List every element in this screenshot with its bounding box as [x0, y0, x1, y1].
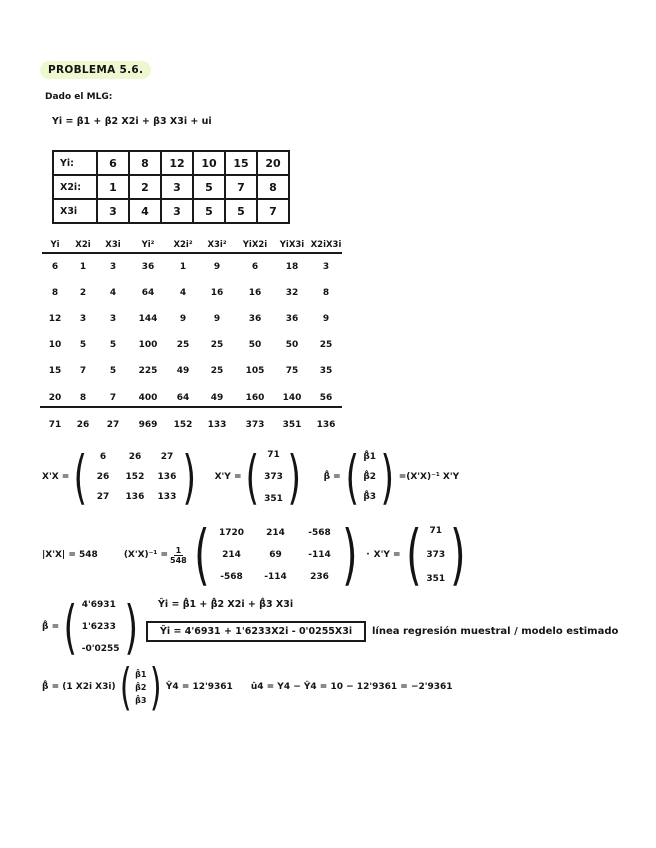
fitted-note: línea regresión muestral / modelo estimado — [372, 626, 619, 637]
calc-col-header: X2i — [75, 240, 91, 250]
calc-cell: 9 — [179, 314, 187, 324]
calc-cell: 3 — [79, 314, 87, 324]
matrix-cell: 26 — [128, 452, 142, 462]
beta-result-label: β̂ = — [42, 622, 60, 632]
calc-col-header: YiX2i — [242, 240, 268, 250]
right-paren: ) — [380, 443, 395, 511]
calc-col-header: YiX3i — [279, 240, 305, 250]
data-grid — [52, 150, 290, 224]
calc-cell: 25 — [210, 340, 224, 350]
grid-cell: 15 — [225, 151, 257, 175]
calc-cell: 20 — [48, 393, 62, 403]
calc-cell: 32 — [285, 288, 299, 298]
vector-cell: 4'6931 — [81, 600, 116, 610]
calc-total: 133 — [207, 420, 227, 430]
calc-cell: 8 — [322, 288, 330, 298]
calc-cell: 400 — [138, 393, 158, 403]
calc-cell: 10 — [48, 340, 62, 350]
right-paren: ) — [287, 443, 302, 511]
calc-header — [42, 240, 342, 254]
grid-label: X2i: — [53, 175, 97, 199]
calc-cell: 49 — [176, 366, 190, 376]
xtx-matrix — [69, 443, 200, 511]
calc-total: 351 — [282, 420, 302, 430]
calc-cell: 9 — [213, 314, 221, 324]
inverse-fraction — [170, 546, 187, 565]
calc-col-header: X2iX3i — [310, 240, 342, 250]
fraction-denominator: 548 — [170, 555, 187, 565]
prediction-lhs: β̂ = (1 X2i X3i) — [42, 682, 116, 692]
calc-row — [42, 306, 342, 332]
calc-total: 136 — [316, 420, 336, 430]
calc-row — [42, 280, 342, 306]
inverse-equations — [42, 516, 471, 593]
xtx-label: X'X = — [42, 472, 70, 482]
matrix-cell: 136 — [157, 472, 177, 482]
calc-cell: 12 — [48, 314, 62, 324]
vector-cell: 373 — [264, 472, 283, 482]
matrix-cell: 136 — [125, 492, 145, 502]
calc-cell: 49 — [210, 393, 224, 403]
grid-cell: 7 — [257, 199, 289, 223]
beta-formula: =(X'X)⁻¹ X'Y — [398, 472, 460, 482]
multiply-dot: · — [366, 550, 370, 560]
vector-cell: 71 — [267, 450, 280, 460]
matrix-cell: 6 — [99, 452, 107, 462]
calc-cell: 140 — [282, 393, 302, 403]
calc-table — [42, 240, 342, 438]
calc-cell: 7 — [79, 366, 87, 376]
vector-cell: 351 — [426, 574, 446, 584]
vector-cell: β̂3 — [135, 695, 147, 705]
vector-cell: β̂2 — [363, 472, 377, 482]
calc-cell: 4 — [109, 288, 117, 298]
calc-cell: 100 — [138, 340, 158, 350]
vector-cell: 71 — [429, 526, 442, 536]
calc-cell: 36 — [141, 262, 155, 272]
grid-cell: 5 — [225, 199, 257, 223]
calc-cell: 8 — [51, 288, 59, 298]
fitted-boxed-equation: Ŷi = 4'6931 + 1'6233X2i - 0'0255X3i — [146, 621, 366, 642]
grid-cell: 3 — [161, 175, 193, 199]
calc-cell: 144 — [138, 314, 158, 324]
left-paren: ( — [246, 443, 260, 511]
left-paren: ( — [73, 443, 88, 511]
calc-cell: 25 — [210, 366, 224, 376]
prediction-yhat: Ŷ4 = 12'9361 — [165, 682, 233, 692]
vector-cell: β̂2 — [135, 682, 147, 692]
grid-cell: 3 — [161, 199, 193, 223]
calc-col-header: Yi² — [141, 240, 155, 250]
model-equation: Yi = β1 + β2 X2i + β3 X3i + ui — [52, 116, 212, 127]
calc-total: 27 — [106, 420, 120, 430]
grid-cell: 1 — [97, 175, 129, 199]
matrix-cell: 236 — [310, 572, 329, 582]
matrix-cell: 214 — [266, 528, 285, 538]
calc-cell: 8 — [79, 393, 87, 403]
fraction-numerator: 1 — [175, 545, 182, 555]
grid-cell: 3 — [97, 199, 129, 223]
grid-cell: 4 — [129, 199, 161, 223]
vector-cell: β̂1 — [363, 452, 377, 462]
right-paren: ) — [450, 516, 466, 593]
grid-cell: 20 — [257, 151, 289, 175]
matrix-cell: -568 — [220, 572, 243, 582]
calc-total: 969 — [138, 420, 158, 430]
calc-cell: 3 — [109, 262, 117, 272]
grid-cell: 8 — [129, 151, 161, 175]
calc-cell: 3 — [322, 262, 330, 272]
calc-cell: 36 — [285, 314, 299, 324]
calc-total: 152 — [173, 420, 193, 430]
fitted-general: Ŷi = β̂1 + β̂2 X2i + β̂3 X3i — [158, 599, 294, 610]
calc-row — [42, 254, 342, 280]
intro-text: Dado el MLG: — [45, 92, 113, 102]
calc-cell: 5 — [79, 340, 87, 350]
calc-cell: 6 — [51, 262, 59, 272]
calc-cell: 64 — [176, 393, 190, 403]
matrix-cell: 214 — [222, 550, 241, 560]
calc-cell: 5 — [109, 366, 117, 376]
xty-vector — [241, 443, 305, 511]
calc-cell: 35 — [319, 366, 333, 376]
grid-cell: 7 — [225, 175, 257, 199]
calc-cell: 16 — [210, 288, 224, 298]
grid-cell: 6 — [97, 151, 129, 175]
calc-totals-row — [42, 412, 342, 438]
calc-total: 373 — [245, 420, 265, 430]
calc-cell: 160 — [245, 393, 265, 403]
calc-cell: 6 — [251, 262, 259, 272]
beta-result — [42, 593, 142, 661]
calc-cell: 105 — [245, 366, 265, 376]
calc-total: 26 — [76, 420, 90, 430]
calc-cell: 9 — [213, 262, 221, 272]
right-paren: ) — [341, 516, 358, 593]
calc-row — [42, 358, 342, 384]
calc-cell: 50 — [248, 340, 262, 350]
matrix-cell: 26 — [96, 472, 110, 482]
matrix-cell: 152 — [125, 472, 145, 482]
matrix-cell: 27 — [96, 492, 110, 502]
calc-cell: 15 — [48, 366, 62, 376]
xty-vector — [401, 516, 471, 593]
calc-total: 71 — [48, 420, 62, 430]
calc-cell: 16 — [248, 288, 262, 298]
determinant: |X'X| = 548 — [42, 550, 98, 560]
inverse-label: (X'X)⁻¹ = — [123, 550, 169, 560]
prediction-line — [42, 658, 453, 716]
vector-cell: β̂1 — [135, 669, 147, 679]
left-paren: ( — [119, 658, 132, 716]
vector-cell: 351 — [264, 494, 283, 504]
matrix-cell: 27 — [160, 452, 174, 462]
vector-cell: -0'0255 — [81, 644, 120, 654]
grid-label: X3i — [53, 199, 97, 223]
grid-cell: 2 — [129, 175, 161, 199]
prediction-residual: û4 = Y4 − Ŷ4 = 10 − 12'9361 = −2'9361 — [250, 682, 453, 692]
grid-label: Yi: — [53, 151, 97, 175]
beta-vector — [341, 443, 399, 511]
calc-cell: 25 — [176, 340, 190, 350]
left-paren: ( — [63, 593, 78, 661]
beta-label: β̂ = — [323, 472, 341, 482]
matrix-equations — [42, 443, 460, 511]
xty-label: X'Y = — [214, 472, 242, 482]
grid-cell: 5 — [193, 199, 225, 223]
right-paren: ) — [182, 443, 197, 511]
calc-cell: 1 — [179, 262, 187, 272]
calc-col-header: Yi — [50, 240, 60, 250]
inverse-matrix — [189, 516, 363, 593]
vector-cell: β̂3 — [363, 492, 377, 502]
xty-label: X'Y = — [373, 550, 401, 560]
beta-result-vector — [59, 593, 142, 661]
calc-cell: 2 — [79, 288, 87, 298]
calc-cell: 36 — [248, 314, 262, 324]
grid-cell: 5 — [193, 175, 225, 199]
left-paren: ( — [345, 443, 359, 511]
grid-row-x2 — [53, 175, 289, 199]
right-paren: ) — [124, 593, 138, 661]
calc-cell: 64 — [141, 288, 155, 298]
grid-cell: 12 — [161, 151, 193, 175]
matrix-cell: 69 — [269, 550, 282, 560]
calc-col-header: X3i — [105, 240, 121, 250]
vector-cell: 373 — [426, 550, 446, 560]
matrix-cell: 1720 — [218, 528, 245, 538]
calc-row — [42, 332, 342, 358]
matrix-cell: -568 — [308, 528, 331, 538]
calc-cell: 9 — [322, 314, 330, 324]
calc-cell: 225 — [138, 366, 158, 376]
grid-row-x3 — [53, 199, 289, 223]
grid-cell: 8 — [257, 175, 289, 199]
calc-row — [40, 390, 342, 408]
calc-col-header: X3i² — [207, 240, 227, 250]
problem-title: PROBLEMA 5.6. — [40, 61, 151, 79]
calc-cell: 1 — [79, 262, 87, 272]
calc-cell: 7 — [109, 393, 117, 403]
calc-cell: 56 — [319, 393, 333, 403]
right-paren: ) — [150, 658, 163, 716]
vector-cell: 1'6233 — [81, 622, 116, 632]
calc-cell: 50 — [285, 340, 299, 350]
calc-cell: 18 — [285, 262, 299, 272]
calc-col-header: X2i² — [173, 240, 193, 250]
calc-cell: 75 — [285, 366, 299, 376]
matrix-cell: -114 — [308, 550, 331, 560]
left-paren: ( — [193, 516, 210, 593]
calc-cell: 5 — [109, 340, 117, 350]
grid-row-y — [53, 151, 289, 175]
left-paren: ( — [405, 516, 422, 593]
matrix-cell: 133 — [157, 492, 177, 502]
calc-cell: 3 — [109, 314, 117, 324]
calc-cell: 4 — [179, 288, 187, 298]
prediction-beta-vector — [116, 658, 166, 716]
matrix-cell: -114 — [264, 572, 287, 582]
grid-cell: 10 — [193, 151, 225, 175]
calc-cell: 25 — [319, 340, 333, 350]
